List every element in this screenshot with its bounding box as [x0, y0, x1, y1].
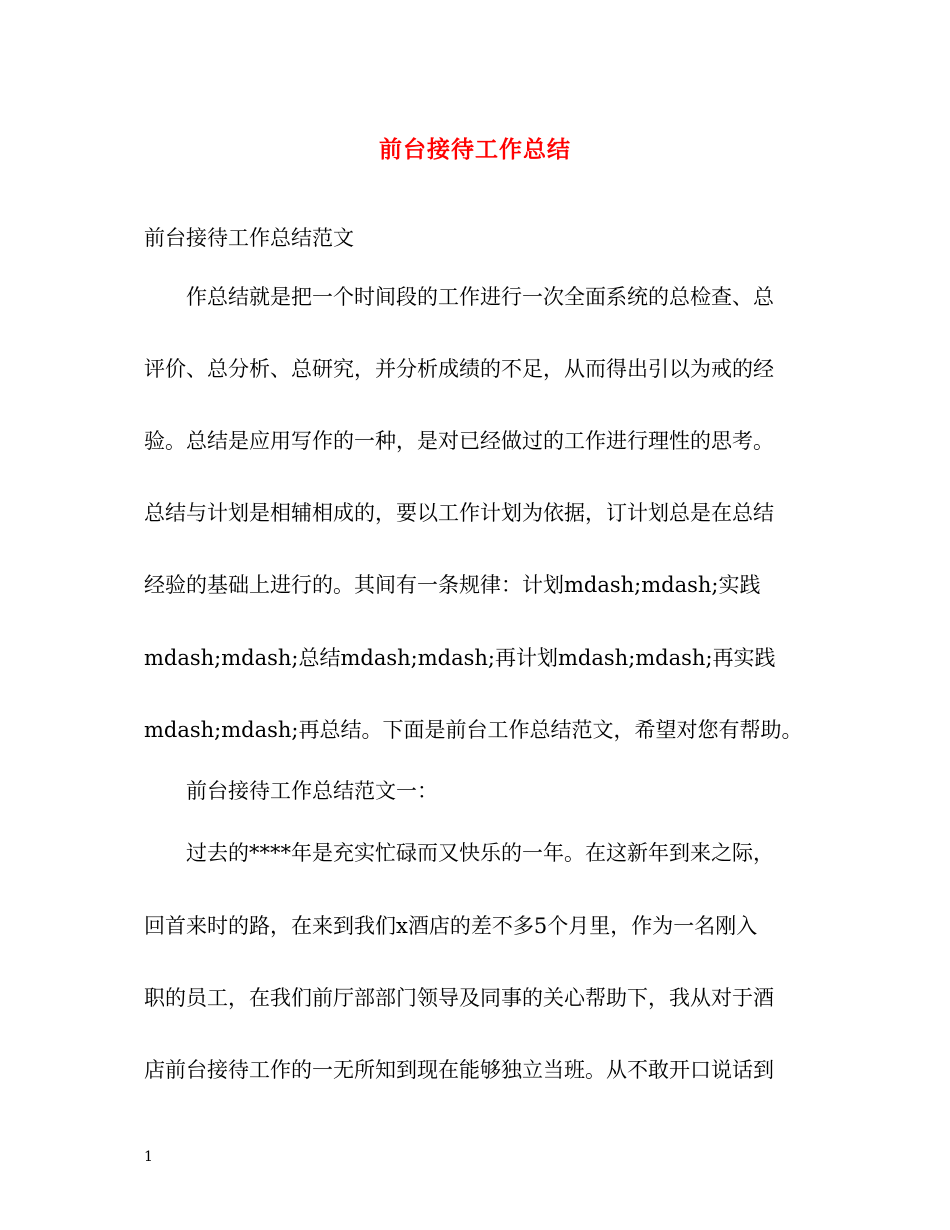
paragraph-line: 作总结就是把一个时间段的工作进行一次全面系统的总检查、总 — [186, 285, 774, 309]
paragraph-line: 过去的****年是充实忙碌而又快乐的一年。在这新年到来之际， — [186, 841, 774, 865]
document-subtitle: 前台接待工作总结范文 — [144, 226, 354, 250]
document-title: 前台接待工作总结 — [379, 136, 571, 163]
paragraph-line: 验。总结是应用写作的一种，是对已经做过的工作进行理性的思考。 — [144, 429, 774, 453]
paragraph-line: mdash;mdash;再总结。下面是前台工作总结范文，希望对您有帮助。 — [144, 718, 803, 742]
page-number: 1 — [144, 1149, 153, 1165]
paragraph-line: 经验的基础上进行的。其间有一条规律：计划mdash;mdash;实践 — [144, 573, 761, 597]
paragraph-line: 回首来时的路，在来到我们x酒店的差不多5个月里，作为一名刚入 — [144, 914, 758, 938]
paragraph-line: 评价、总分析、总研究，并分析成绩的不足，从而得出引以为戒的经 — [144, 357, 774, 381]
paragraph-line: 总结与计划是相辅相成的，要以工作计划为依据，订计划总是在总结 — [144, 501, 774, 525]
paragraph-line: 店前台接待工作的一无所知到现在能够独立当班。从不敢开口说话到 — [144, 1058, 774, 1082]
paragraph-line: mdash;mdash;总结mdash;mdash;再计划mdash;mdash;再实践 — [144, 646, 776, 670]
paragraph-line: 职的员工，在我们前厅部部门领导及同事的关心帮助下，我从对于酒 — [144, 986, 774, 1010]
section-heading: 前台接待工作总结范文一： — [186, 779, 438, 803]
